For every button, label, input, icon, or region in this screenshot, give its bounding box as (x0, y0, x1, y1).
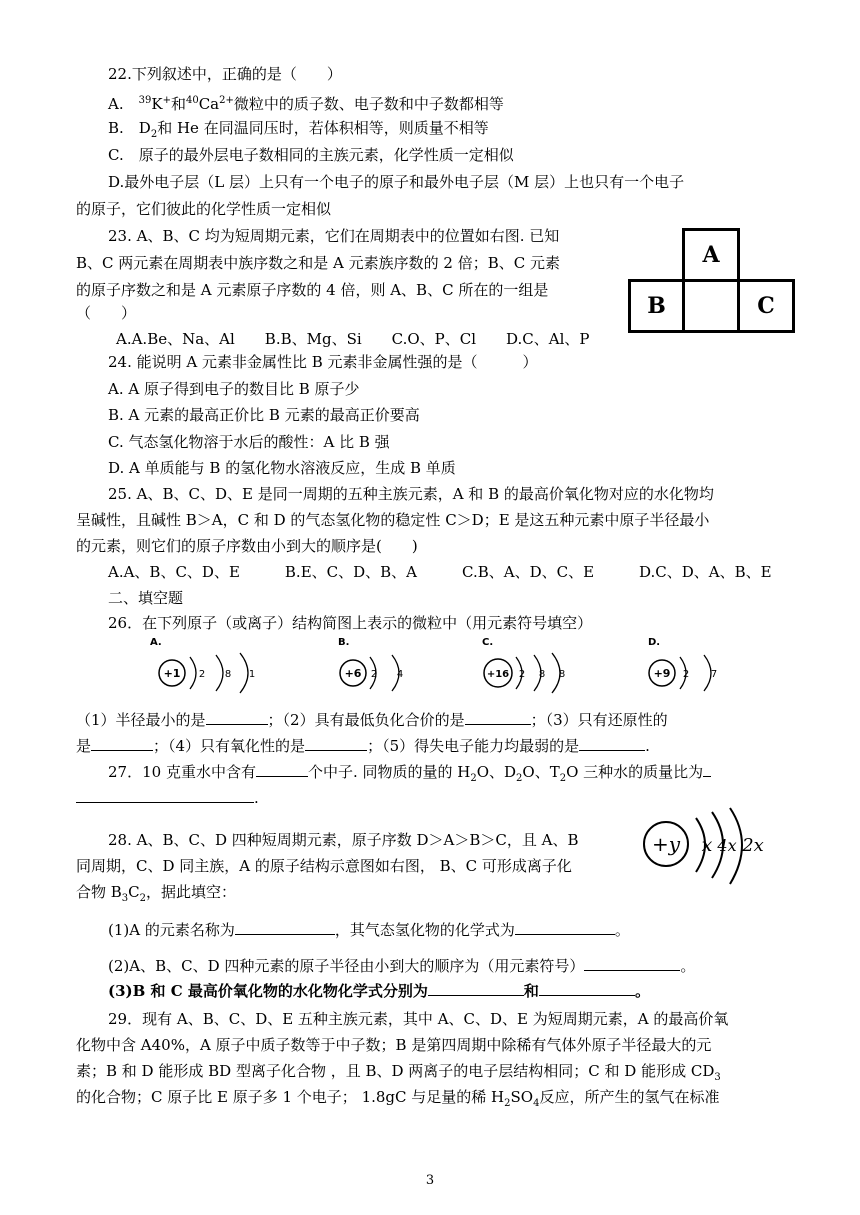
atom-c-shell-1: 2 (518, 669, 526, 680)
q22-option-d-line2: 的原子，它们彼此的化学性质一定相似 (76, 200, 332, 218)
q22-stem: 22.下列叙述中，正确的是（ ） (108, 65, 342, 83)
q25-line3: 的元素，则它们的原子序数由小到大的顺序是( ) (76, 537, 418, 555)
q23-line1: 23. A、B、C 均为短周期元素，它们在周期表中的位置如右图. 已知 (108, 227, 560, 245)
q28-shell-3: 2x (742, 835, 764, 856)
atom-a-shell-3: 1 (248, 669, 256, 680)
q28-line2: 同周期，C、D 同主族，A 的原子结构示意图如右图， B、C 可形成离子化 (76, 857, 572, 875)
atom-c-nucleus: +16 (486, 669, 510, 680)
q26-line1: （1）半径最小的是 ；（2）具有最低负化合价的是 ；（3）只有还原性的 (76, 711, 668, 729)
q28-line3: 合物 $B_3C_2$，据此填空： (76, 883, 237, 904)
q25-line1: 25. A、B、C、D、E 是同一周期的五种主族元素，A 和 B 的最高价氧化物对应的水化物均 (108, 485, 714, 503)
q24-option-a: A. A 原子得到电子的数目比 B 原子少 (108, 380, 360, 398)
q23-line2: B、C 两元素在周期表中族序数之和是 A 元素族序数的 2 倍；B、C 元素 (76, 254, 560, 272)
grid-cell-empty (682, 279, 740, 333)
atom-c (482, 637, 565, 693)
q28-blank-4[interactable] (428, 981, 524, 996)
q28-sub1: (1)A 的元素名称为 ，其气态氢化物的化学式为 。 (108, 921, 630, 939)
q26-blank-3[interactable] (91, 736, 153, 751)
atom-a-label: A. (150, 637, 162, 648)
atom-d-shell-1: 2 (682, 669, 690, 680)
atom-diagrams (140, 633, 760, 699)
q28-nucleus: +y (651, 832, 681, 856)
q26-line2: 是 ；（4）只有氧化性的是 ；（5）得失电子能力均最弱的是 . (76, 737, 650, 755)
q22-option-a: A. $^{39}$K+和$^{40}Ca^{2+}$微粒中的质子数、电子数和中子数都相等 (108, 95, 504, 113)
q22-option-b: B. $D_2$和 He 在同温同压时，若体积相等，则质量不相等 (108, 119, 489, 140)
q29-line2: 化物中含 A40%，A 原子中质子数等于中子数；B 是第四周期中除稀有气体外原子半径最大的元 (76, 1036, 712, 1054)
atom-b-shell-1: 2 (370, 669, 378, 680)
q27-line1: 27．10 克重水中含有 个中子. 同物质的量的 $H_2O$、$D_2O$、$T_2O$ 三种水的质量比为 (108, 762, 711, 789)
q28-blank-2[interactable] (515, 920, 615, 935)
q28-blank-1[interactable] (235, 920, 335, 935)
section-heading: 二、填空题 (108, 589, 184, 607)
atom-c-shell-2: 8 (538, 669, 546, 680)
grid-cell-b: B (628, 279, 685, 333)
q29-line1: 29．现有 A、B、C、D、E 五种主族元素，其中 A、C、D、E 为短周期元素，A 的最高价氧 (108, 1010, 729, 1028)
atom-a-nucleus: +1 (163, 667, 181, 680)
atom-b-shell-2: 4 (396, 669, 404, 680)
q28-shell-1: x (701, 834, 713, 856)
atom-d-shell-2: 7 (710, 669, 718, 680)
q27-blank-2a[interactable] (703, 762, 711, 777)
q25-line2: 呈碱性，且碱性 B＞A，C 和 D 的气态氢化物的稳定性 C＞D；E 是这五种元素中原子半径最小 (76, 511, 710, 529)
atom-c-shell-3: 8 (558, 669, 566, 680)
q24-option-b: B. A 元素的最高正价比 B 元素的最高正价要高 (108, 406, 420, 424)
q27-blank-1[interactable] (256, 762, 308, 777)
q26-blank-2[interactable] (465, 710, 531, 725)
q22-option-d-line1: D.最外电子层（L 层）上只有一个电子的原子和最外电子层（M 层）上也只有一个电子 (108, 173, 685, 191)
atom-a (150, 637, 255, 693)
atom-b-label: B. (338, 637, 350, 648)
q29-line3: 素；B 和 D 能形成 BD 型离子化合物 ，且 B、D 两离子的电子层结构相同；C 和 D 能形成 $CD_3$ (76, 1062, 721, 1083)
atom-d (648, 637, 717, 691)
atom-b-nucleus: +6 (344, 667, 362, 680)
q24-option-d: D. A 单质能与 B 的氢化物水溶液反应，生成 B 单质 (108, 459, 456, 477)
q28-sub3: (3)B 和 C 最高价氧化物的水化物化学式分别为 和 。 (108, 982, 650, 1000)
atom-b (338, 637, 403, 691)
q28-blank-5[interactable] (539, 981, 635, 996)
q22-option-c: C. 原子的最外层电子数相同的主族元素，化学性质一定相似 (108, 146, 514, 164)
grid-cell-a: A (682, 228, 740, 282)
q26-blank-5[interactable] (579, 736, 645, 751)
q28-atom-diagram (636, 806, 776, 888)
q27-blank-2[interactable] (76, 788, 254, 803)
atom-a-shell-2: 8 (224, 669, 232, 680)
q25-options: A.A、B、C、D、E B.E、C、D、B、A C.B、A、D、C、E D.C、D、A、B、E (108, 563, 772, 581)
q28-shell-2: 4x (717, 836, 737, 855)
q23-line3: 的原子序数之和是 A 元素原子序数的 4 倍，则 A、B、C 所在的一组是 (76, 281, 549, 299)
q26-stem: 26．在下列原子（或离子）结构简图上表示的微粒中（用元素符号填空） (108, 614, 593, 632)
q27-line2: . (76, 788, 259, 808)
q28-line1: 28. A、B、C、D 四种短周期元素，原子序数 D＞A＞B＞C，且 A、B (108, 831, 579, 849)
q26-blank-1[interactable] (206, 710, 268, 725)
q23-options: A.A.Be、Na、Al B.B、Mg、Si C.O、P、Cl D.C、Al、P (116, 330, 590, 348)
q28-sub2: (2)A、B、C、D 四种元素的原子半径由小到大的顺序为（用元素符号） 。 (108, 957, 696, 975)
atom-a-shell-1: 2 (198, 669, 206, 680)
grid-cell-c: C (737, 279, 795, 333)
q24-stem: 24. 能说明 A 元素非金属性比 B 元素非金属性强的是（ ） (108, 353, 538, 371)
atom-c-label: C. (482, 637, 494, 648)
atom-d-label: D. (648, 637, 661, 648)
page-number: 3 (425, 1173, 435, 1188)
q23-line4: （ ） (76, 304, 137, 322)
q28-blank-3[interactable] (584, 956, 680, 971)
q24-option-c: C. 气态氢化物溶于水后的酸性：A 比 B 强 (108, 433, 390, 451)
q26-blank-4[interactable] (305, 736, 367, 751)
atom-d-nucleus: +9 (653, 667, 671, 680)
q29-line4: 的化合物；C 原子比 E 原子多 1 个电子； 1.8gC 与足量的稀 $H_2SO_4$反应，所产生的氢气在标准 (76, 1088, 720, 1109)
